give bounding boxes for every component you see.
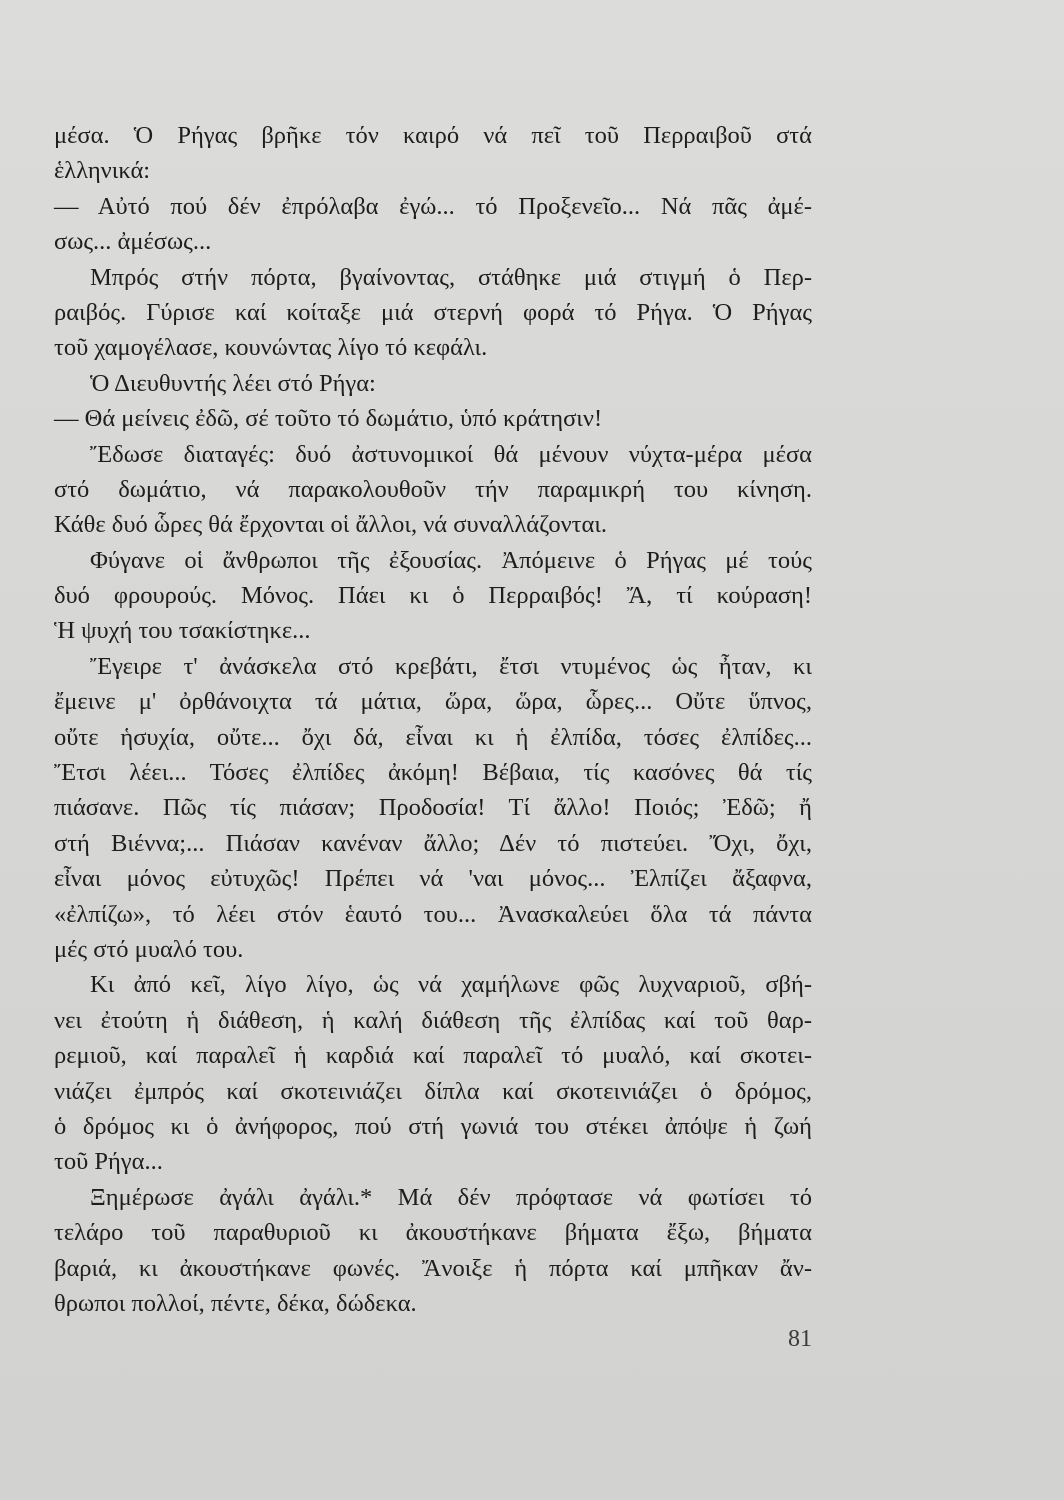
text-line: οὔτε ἡσυχία, οὔτε... ὄχι δά, εἶναι κι ἡ ἐλπίδα, τόσες ἐλπίδες... [54, 723, 812, 751]
text-line: νει ἐτούτη ἡ διάθεση, ἡ καλή διάθεση τῆς ἐλπίδας καί τοῦ θαρ- [54, 1006, 812, 1034]
page-number: 81 [788, 1326, 812, 1352]
text-line: Ἔγειρε τ' ἀνάσκελα στό κρεβάτι, ἔτσι ντυμένος ὡς ἦταν, κι [90, 652, 812, 680]
text-line: σως... ἀμέσως... [54, 228, 212, 256]
text-line: στό δωμάτιο, νά παρακολουθοῦν τήν παραμικρή του κίνηση. [54, 475, 812, 503]
text-line: ὁ δρόμος κι ὁ ἀνήφορος, πού στή γωνιά του στέκει ἀπόψε ἡ ζωή [54, 1112, 812, 1140]
text-line: Κάθε δυό ὧρες θά ἔρχονται οἱ ἄλλοι, νά συναλλάζονται. [54, 511, 608, 539]
text-line: δυό φρουρούς. Μόνος. Πάει κι ὁ Περραιβός! Ἄ, τί κούραση! [54, 582, 812, 610]
text-line: — Θά μείνεις ἐδῶ, σέ τοῦτο τό δωμάτιο, ὑπό κράτησιν! [54, 405, 603, 433]
text-line: πιάσανε. Πῶς τίς πιάσαν; Προδοσία! Τί ἄλλο! Ποιός; Ἐδῶ; ἤ [54, 794, 812, 822]
text-line: Ξημέρωσε ἀγάλι ἀγάλι.* Μά δέν πρόφτασε νά φωτίσει τό [90, 1183, 812, 1211]
text-line: — Αὐτό πού δέν ἐπρόλαβα ἐγώ... τό Προξενεῖο... Νά πᾶς ἀμέ- [54, 192, 812, 220]
text-line: μέσα. Ὁ Ρήγας βρῆκε τόν καιρό νά πεῖ τοῦ Περραιβοῦ στά [54, 122, 812, 149]
text-line: Κι ἀπό κεῖ, λίγο λίγο, ὡς νά χαμήλωνε φῶς λυχναριοῦ, σβή- [90, 971, 812, 999]
text-line: Φύγανε οἱ ἄνθρωποι τῆς ἐξουσίας. Ἀπόμεινε ὁ Ρήγας μέ τούς [90, 546, 812, 574]
text-line: βαριά, κι ἀκουστήκανε φωνές. Ἄνοιξε ἡ πόρτα καί μπῆκαν ἄν- [54, 1254, 812, 1282]
text-line: ἑλληνικά: [54, 157, 151, 185]
text-line: Ἔδωσε διαταγές: δυό ἀστυνομικοί θά μένουν νύχτα-μέρα μέσα [90, 440, 812, 468]
text-line: μές στό μυαλό του. [54, 935, 244, 963]
text-line: Ὁ Διευθυντής λέει στό Ρήγα: [90, 369, 376, 397]
text-line: Ἔτσι λέει... Τόσες ἐλπίδες ἀκόμη! Βέβαια, τίς κασόνες θά τίς [54, 759, 812, 787]
text-line: ρεμιοῦ, καί παραλεῖ ἡ καρδιά καί παραλεῖ τό μυαλό, καί σκοτει- [54, 1042, 812, 1070]
text-line: ἔμεινε μ' ὀρθάνοιχτα τά μάτια, ὥρα, ὥρα, ὧρες... Οὔτε ὕπνος, [54, 688, 812, 716]
text-line: νιάζει ἐμπρός καί σκοτεινιάζει δίπλα καί σκοτεινιάζει ὁ δρόμος, [54, 1077, 812, 1105]
text-line: Μπρός στήν πόρτα, βγαίνοντας, στάθηκε μιά στιγμή ὁ Περ- [90, 263, 812, 291]
body-text [54, 118, 812, 1321]
text-line: στή Βιέννα;... Πιάσαν κανέναν ἄλλο; Δέν τό πιστεύει. Ὄχι, ὄχι, [54, 829, 812, 857]
text-line: θρωποι πολλοί, πέντε, δέκα, δώδεκα. [54, 1289, 417, 1317]
text-line: ραιβός. Γύρισε καί κοίταξε μιά στερνή φορά τό Ρήγα. Ὁ Ρήγας [54, 298, 812, 326]
text-line: τοῦ χαμογέλασε, κουνώντας λίγο τό κεφάλι. [54, 334, 488, 362]
text-line: τοῦ Ρήγα... [54, 1148, 163, 1176]
text-line: Ἡ ψυχή του τσακίστηκε... [54, 617, 311, 645]
text-line: «ἐλπίζω», τό λέει στόν ἑαυτό του... Ἀνασκαλεύει ὅλα τά πάντα [54, 900, 812, 928]
text-line: εἶναι μόνος εὐτυχῶς! Πρέπει νά 'ναι μόνος... Ἐλπίζει ἄξαφνα, [54, 865, 812, 893]
text-line: τελάρο τοῦ παραθυριοῦ κι ἀκουστήκανε βήματα ἔξω, βήματα [54, 1219, 812, 1247]
